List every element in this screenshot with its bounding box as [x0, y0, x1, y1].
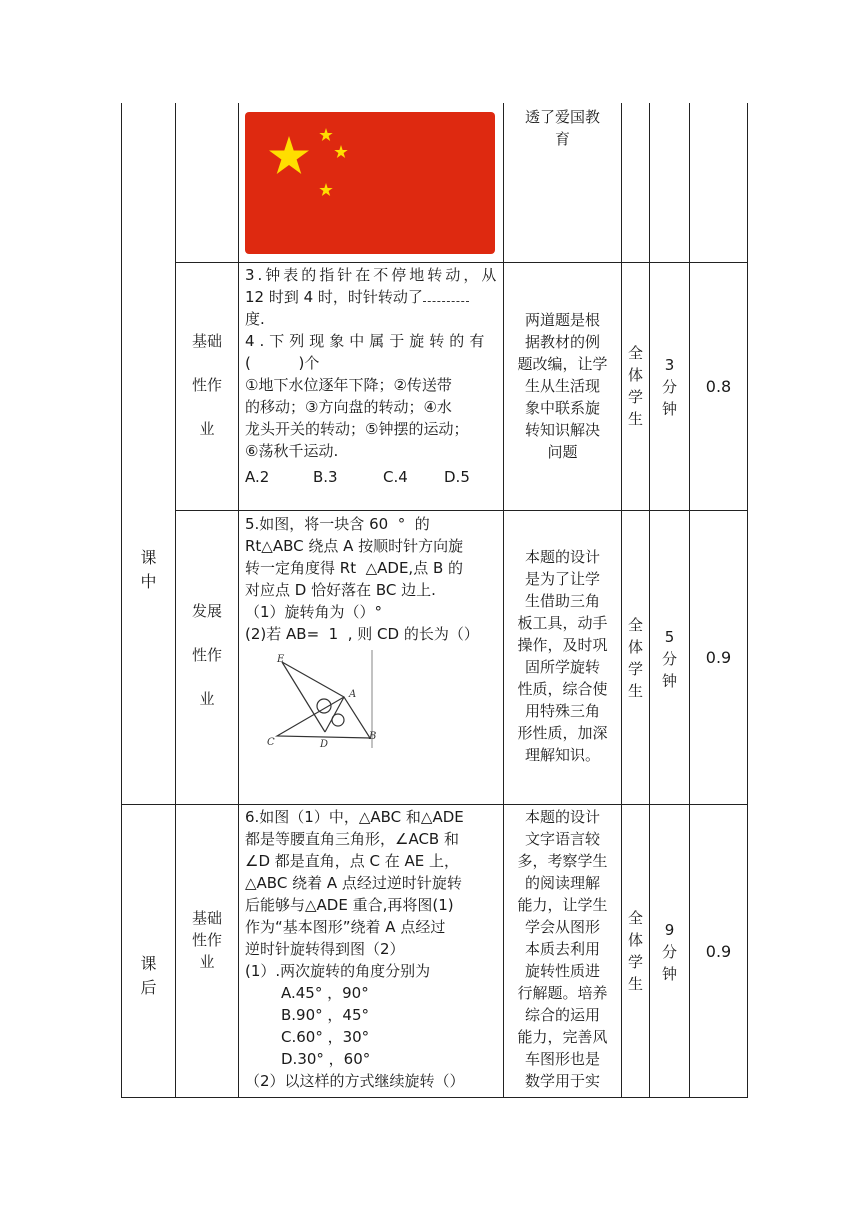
- time-after: 9 分 钟: [661, 921, 677, 983]
- category-after: 基础 性作 业: [191, 909, 222, 971]
- phase-after-class: 课 后: [140, 954, 157, 997]
- q3-line-2: 12 时到 4 时，时针转动了: [245, 286, 497, 308]
- question-3: [245, 264, 500, 330]
- q5-line-2: Rt△ABC 绕点 A 按顺时针方向旋: [245, 537, 464, 555]
- table-border-bottom: [121, 1097, 748, 1098]
- time-develop: 5 分 钟: [661, 628, 677, 690]
- q6-line-2: 都是等腰直角三角形，∠ACB 和: [245, 830, 459, 848]
- table-border-left: [121, 103, 122, 1098]
- option-a: A.2: [245, 468, 270, 486]
- row-divider: [175, 262, 748, 263]
- option-c: C.60° ，30°: [281, 1028, 370, 1046]
- q4-line-1: 4.下列现象中属于旋转的有: [245, 332, 490, 350]
- triangle-rotation-figure: [262, 650, 387, 748]
- label-A: A: [349, 689, 357, 700]
- q4-line-6: ⑥荡秋千运动.: [245, 442, 339, 460]
- target-basic: 全 体 学 生: [627, 344, 643, 428]
- label-B: B: [369, 731, 377, 742]
- score-basic: 0.8: [705, 377, 732, 396]
- answer-blank: [423, 289, 469, 302]
- q6-line-7: 逆时针旋转得到图（2）: [245, 940, 405, 958]
- column-divider: [238, 103, 239, 1098]
- q6-line-5: 后能够与△ADE 重合,再将图(1): [245, 896, 454, 914]
- option-c: C.4: [383, 468, 408, 486]
- design-note-develop: 本题的设计 是为了让学 生借助三角 板工具，动手 操作，及时巩 固所学旋转 性质，综合使 用特殊三角 形性质，加深 理解知识。: [517, 548, 608, 764]
- question-4: [245, 330, 497, 462]
- q5-line-3: 转一定角度得 Rt △ADE,点 B 的: [245, 559, 464, 577]
- design-note-after: 本题的设计 文字语言较 多，考察学生 的阅读理解 能力，让学生 学会从图形 本质去利用 旋转性质进 行解题。培养 综合的运用 能力，完善风 车图形也是 数学用于实: [517, 808, 608, 1090]
- label-E: E: [277, 654, 285, 665]
- score-develop: 0.9: [705, 648, 732, 667]
- time-basic: 3 分 钟: [661, 356, 677, 418]
- row-divider: [121, 804, 748, 805]
- question-6: [245, 806, 497, 1092]
- option-a: A.45° ，90°: [281, 984, 369, 1002]
- q6-line-4: △ABC 绕着 A 点经过逆时针旋转: [245, 874, 462, 892]
- category-basic: 基础 性作 业: [191, 332, 222, 438]
- target-after: 全 体 学 生: [627, 909, 643, 993]
- chinese-flag-image: [245, 112, 495, 254]
- q5-line-5: （1）旋转角为（）°: [245, 603, 383, 621]
- design-note-flag: 透了爱国教 育: [524, 108, 600, 148]
- option-b: B.3: [313, 468, 338, 486]
- category-develop: 发展 性作 业: [191, 602, 222, 708]
- q3-line-1: 3.钟表的指针在不停地转动，从: [245, 266, 500, 284]
- table-border-right: [747, 103, 748, 1098]
- design-note-basic: 两道题是根 据教材的例 题改编，让学 生从生活现 象中联系旋 转知识解决 问题: [517, 311, 608, 461]
- column-divider: [503, 103, 504, 1098]
- q5-line-1: 5.如图，将一块含 60 ° 的: [245, 515, 430, 533]
- q4-line-2: ( )个: [245, 354, 320, 372]
- q6-part-2: （2）以这样的方式继续旋转（）: [245, 1072, 465, 1090]
- q6-line-8: (1）.两次旋转的角度分别为: [245, 962, 431, 980]
- q6-line-3: ∠D 都是直角，点 C 在 AE 上，: [245, 852, 460, 870]
- label-C: C: [267, 737, 275, 748]
- question-5: [245, 513, 497, 645]
- q5-line-4: 对应点 D 恰好落在 BC 边上.: [245, 581, 436, 599]
- q4-line-4: 的移动；③方向盘的转动；④水: [245, 398, 452, 416]
- target-develop: 全 体 学 生: [627, 616, 643, 700]
- score-after: 0.9: [705, 942, 732, 961]
- option-d: D.5: [444, 468, 470, 486]
- q4-line-3: ①地下水位逐年下降；②传送带: [245, 376, 452, 394]
- label-D: D: [320, 739, 329, 748]
- row-divider: [175, 510, 748, 511]
- q6-line-6: 作为“基本图形”绕着 A 点经过: [245, 918, 446, 936]
- q4-line-5: 龙头开关的转动；⑤钟摆的运动；: [245, 420, 469, 438]
- q5-line-6: (2)若 AB= 1 , 则 CD 的长为（）: [245, 625, 479, 643]
- option-d: D.30° ，60°: [281, 1050, 371, 1068]
- option-b: B.90° ，45°: [281, 1006, 370, 1024]
- phase-in-class: 课 中: [140, 548, 157, 591]
- q6-line-1: 6.如图（1）中，△ABC 和△ADE: [245, 808, 464, 826]
- q3-line-3: 度.: [245, 310, 265, 328]
